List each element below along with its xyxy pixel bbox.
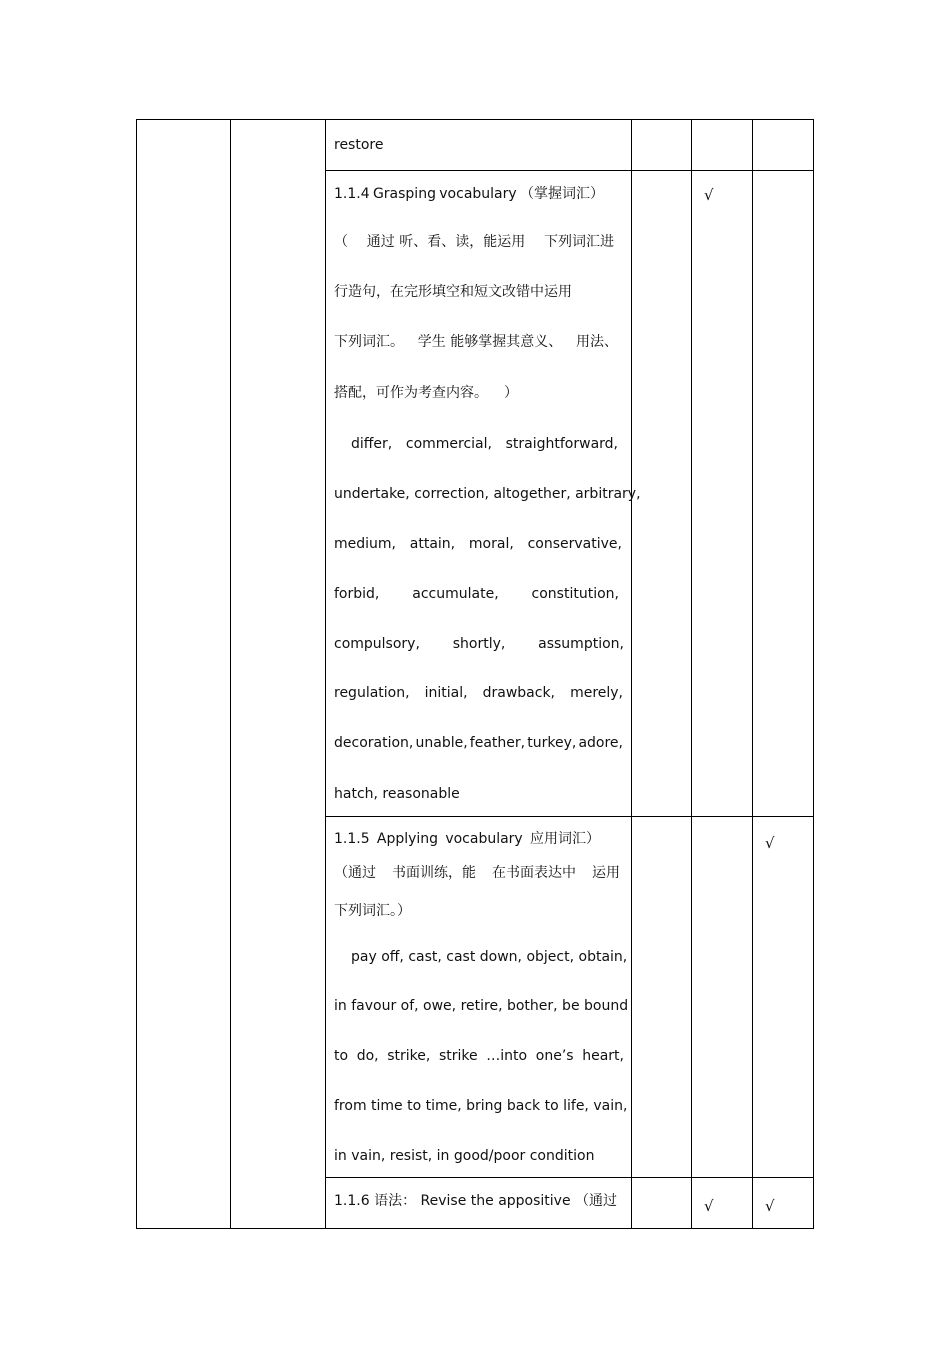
- word-list-line: regulation, initial, drawback, merely,: [334, 685, 623, 701]
- checkmark: √: [704, 186, 714, 204]
- word-list-line: pay off, cast, cast down, object, obtain,: [351, 949, 628, 965]
- checkmark: √: [704, 1197, 714, 1215]
- text-line: 下列词汇。）: [334, 903, 411, 919]
- word-list-line: in favour of, owe, retire, bother, be bound: [334, 998, 629, 1014]
- word-list-line: compulsory, shortly, assumption,: [334, 636, 624, 652]
- checkmark: √: [765, 834, 775, 852]
- word-list-line: decoration, unable, feather, turkey, adore,: [334, 735, 623, 751]
- text-line: 1.1.6 语法： Revise the appositive （通过: [334, 1193, 618, 1209]
- row-divider: [325, 170, 813, 171]
- word-list-line: from time to time, bring back to life, vain,: [334, 1098, 628, 1114]
- word-list-line: to do, strike, strike …into one’s heart,: [334, 1048, 624, 1064]
- text-line: 1.1.4 Grasping vocabulary （掌握词汇）: [334, 186, 604, 202]
- column-divider: [325, 119, 326, 1228]
- word-list-line: hatch, reasonable: [334, 786, 460, 802]
- restore-text: restore: [334, 137, 384, 153]
- word-list-line: undertake, correction, altogether, arbitrary,: [334, 486, 641, 502]
- checkmark: √: [765, 1197, 775, 1215]
- word-list-line: in vain, resist, in good/poor condition: [334, 1148, 595, 1164]
- text-line: 行造句，在完形填空和短文改错中运用: [334, 284, 572, 300]
- word-list-line: differ, commercial, straightforward,: [351, 436, 618, 452]
- text-line: （通过 书面训练，能 在书面表达中 运用: [334, 865, 620, 881]
- column-divider: [691, 119, 692, 1228]
- text-line: 搭配，可作为考查内容。 ）: [334, 385, 518, 401]
- text-line: 1.1.5 Applying vocabulary 应用词汇）: [334, 831, 600, 847]
- word-list-line: forbid, accumulate, constitution,: [334, 586, 619, 602]
- row-divider: [325, 1177, 813, 1178]
- column-divider: [230, 119, 231, 1228]
- row-divider: [325, 816, 813, 817]
- text-line: 下列词汇。 学生 能够掌握其意义、 用法、: [334, 334, 618, 350]
- column-divider: [631, 119, 632, 1228]
- column-divider: [752, 119, 753, 1228]
- word-list-line: medium, attain, moral, conservative,: [334, 536, 622, 552]
- text-line: （ 通过 听、看、读，能运用 下列词汇进: [334, 234, 614, 250]
